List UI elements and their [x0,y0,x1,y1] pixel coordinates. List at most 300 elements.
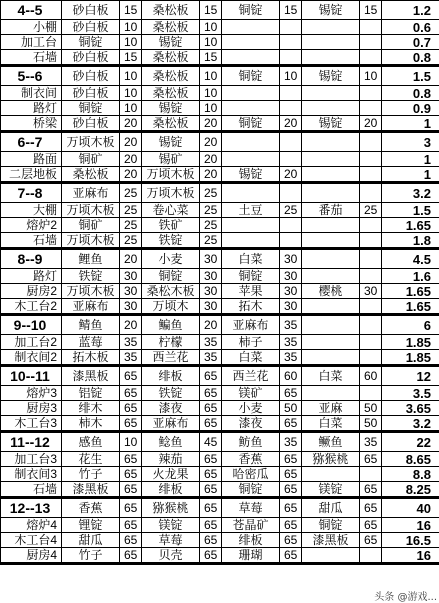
cell-qty1: 65 [120,452,142,467]
cell-mat1: 感鱼 [62,432,120,452]
cell-level: 木工台4 [1,533,62,548]
table-row [1,35,439,50]
cell-level: 7--8 [1,183,62,203]
cell-mat3: 亚麻布 [222,315,280,335]
cell-qty4: 65 [360,533,382,548]
cell-mat3: 小麦 [222,401,280,416]
cell-qty2: 35 [200,350,222,366]
cell-qty1: 65 [120,498,142,518]
level-header-row [1,432,439,452]
table-row [1,386,439,401]
cell-qty3 [280,183,302,203]
level-header-row [1,315,439,335]
cell-qty2: 25 [200,183,222,203]
cell-qty3 [280,50,302,66]
cell-mat2: 铁锭 [142,233,200,249]
cell-level: 加工台 [1,35,62,50]
cell-mat1: 亚麻布 [62,183,120,203]
cell-qty3: 15 [280,1,302,20]
cell-result: 1.2 [382,1,439,20]
cell-mat4 [302,132,360,152]
cell-mat3: 柿子 [222,335,280,350]
cell-result: 3.2 [382,416,439,432]
cell-mat3: 铜锭 [222,66,280,86]
table-row [1,335,439,350]
cell-qty2: 10 [200,35,222,50]
cell-mat3 [222,20,280,35]
cell-level: 石墙 [1,50,62,66]
cell-result: 22 [382,432,439,452]
cell-mat1: 砂白板 [62,66,120,86]
cell-mat2: 锡锭 [142,101,200,116]
cell-qty3 [280,233,302,249]
cell-mat3: 白菜 [222,350,280,366]
cell-qty3: 25 [280,203,302,218]
cell-result: 1.6 [382,269,439,284]
cell-mat3: 草莓 [222,498,280,518]
cell-mat3: 苹果 [222,284,280,299]
cell-result: 1.85 [382,335,439,350]
cell-mat2: 亚麻布 [142,416,200,432]
cell-mat1: 铝锭 [62,386,120,401]
cell-mat4 [302,386,360,401]
cell-mat4: 亚麻 [302,401,360,416]
table-row [1,218,439,233]
cell-mat2: 桑松板 [142,66,200,86]
cell-mat2: 桑松板 [142,86,200,101]
cell-mat4 [302,335,360,350]
cell-mat3 [222,50,280,66]
cell-qty3 [280,132,302,152]
cell-result: 16 [382,548,439,564]
cell-mat1: 铜锭 [62,35,120,50]
table-row [1,518,439,533]
cell-qty4: 65 [360,482,382,498]
cell-result: 0.8 [382,50,439,66]
cell-mat1: 铁锭 [62,269,120,284]
cell-mat4 [302,467,360,482]
cell-qty3: 65 [280,548,302,564]
cell-qty4 [360,548,382,564]
cell-result: 1 [382,116,439,132]
cell-mat4: 锡锭 [302,1,360,20]
cell-qty2: 65 [200,416,222,432]
cell-qty2: 25 [200,233,222,249]
cell-qty2: 10 [200,101,222,116]
cell-qty1: 15 [120,50,142,66]
cell-mat1: 砂白板 [62,50,120,66]
cell-qty4: 65 [360,518,382,533]
cell-mat3: 绯板 [222,533,280,548]
cell-mat2: 铜锭 [142,269,200,284]
cell-mat1: 砂白板 [62,86,120,101]
table-row [1,203,439,218]
cell-mat2: 锡锭 [142,132,200,152]
cell-level: 石墙 [1,233,62,249]
cell-level: 二层地板 [1,167,62,183]
cell-mat2: 镁锭 [142,518,200,533]
cell-qty2: 65 [200,386,222,401]
cell-mat4: 镁锭 [302,482,360,498]
cell-mat1: 竹子 [62,548,120,564]
table-row [1,269,439,284]
cell-mat4: 铜锭 [302,518,360,533]
cell-qty3: 10 [280,66,302,86]
cell-mat1: 万顷木板 [62,233,120,249]
cell-mat3: 香蕉 [222,452,280,467]
cell-qty3 [280,20,302,35]
cell-result: 8.25 [382,482,439,498]
cell-mat3: 镁矿 [222,386,280,401]
table-row [1,533,439,548]
cell-qty2: 65 [200,452,222,467]
level-header-row [1,66,439,86]
cell-qty1: 20 [120,249,142,269]
cell-mat4: 猕猴桃 [302,452,360,467]
cell-mat1: 铜锭 [62,101,120,116]
cell-mat4: 锡锭 [302,66,360,86]
cell-qty2: 25 [200,203,222,218]
cell-level: 小棚 [1,20,62,35]
cell-mat1: 砂白板 [62,116,120,132]
cell-qty2: 65 [200,518,222,533]
cell-qty4: 35 [360,432,382,452]
cell-mat4 [302,350,360,366]
cell-qty2: 15 [200,50,222,66]
cell-qty1: 65 [120,533,142,548]
cell-mat2: 小麦 [142,249,200,269]
cell-level: 桥梁 [1,116,62,132]
cell-result: 1.5 [382,203,439,218]
cell-level: 厨房3 [1,401,62,416]
cell-mat3: 漆夜 [222,416,280,432]
cell-level: 9--10 [1,315,62,335]
watermark: 头条 @游戏... [374,588,437,603]
cell-qty3: 65 [280,386,302,401]
cell-result: 3.65 [382,401,439,416]
cell-mat1: 铜矿 [62,152,120,167]
cell-mat2: 鳊鱼 [142,315,200,335]
cell-mat3: 鲂鱼 [222,432,280,452]
cell-mat3: 拓木 [222,299,280,315]
cell-mat3: 铜锭 [222,269,280,284]
cell-mat1: 漆黑板 [62,482,120,498]
cell-mat4 [302,249,360,269]
cell-mat4 [302,35,360,50]
cell-qty3: 35 [280,432,302,452]
cell-qty4 [360,132,382,152]
level-header-row [1,183,439,203]
cell-mat4 [302,20,360,35]
cell-qty1: 35 [120,350,142,366]
cell-mat3 [222,183,280,203]
cell-result: 1.65 [382,218,439,233]
cell-qty4: 50 [360,416,382,432]
table-row [1,116,439,132]
cell-mat3: 哈密瓜 [222,467,280,482]
cell-result: 1.8 [382,233,439,249]
cell-qty3 [280,101,302,116]
cell-result: 1 [382,152,439,167]
cell-qty2: 25 [200,218,222,233]
cell-qty4 [360,218,382,233]
cell-level: 制衣间 [1,86,62,101]
cell-qty3: 60 [280,366,302,386]
table-row [1,416,439,432]
cell-qty3: 35 [280,350,302,366]
cell-qty4 [360,183,382,203]
cell-mat1: 万顷木板 [62,284,120,299]
cell-level: 木工台2 [1,299,62,315]
cell-level: 加工台3 [1,452,62,467]
cell-result: 3.2 [382,183,439,203]
cell-mat2: 柠檬 [142,335,200,350]
cell-level: 制衣间3 [1,467,62,482]
cell-mat3: 铜锭 [222,1,280,20]
cell-mat1: 万顷木板 [62,203,120,218]
cell-qty3: 30 [280,299,302,315]
cell-qty3: 20 [280,167,302,183]
cell-mat4: 白菜 [302,366,360,386]
cell-mat1: 亚麻布 [62,299,120,315]
cell-qty4: 65 [360,498,382,518]
cell-qty2: 45 [200,432,222,452]
cell-mat1: 绯木 [62,401,120,416]
cell-result: 4.5 [382,249,439,269]
cell-qty3: 20 [280,116,302,132]
cell-mat4 [302,315,360,335]
cell-qty3: 65 [280,467,302,482]
cell-mat4: 漆黑板 [302,533,360,548]
cell-mat1: 锂锭 [62,518,120,533]
cell-qty4: 50 [360,401,382,416]
cell-qty3 [280,86,302,101]
cell-qty2: 65 [200,467,222,482]
cell-mat3: 白菜 [222,249,280,269]
cell-result: 12 [382,366,439,386]
cell-level: 厨房2 [1,284,62,299]
cell-mat3: 锡锭 [222,167,280,183]
cell-qty4: 25 [360,203,382,218]
cell-mat2: 桑松板 [142,50,200,66]
cell-qty1: 25 [120,203,142,218]
cell-qty2: 20 [200,152,222,167]
cell-mat3: 西兰花 [222,366,280,386]
cell-mat4 [302,101,360,116]
cell-qty4 [360,315,382,335]
cell-result: 16.5 [382,533,439,548]
cell-qty4 [360,269,382,284]
cell-mat1: 万顷木板 [62,132,120,152]
cell-mat2: 锡锭 [142,35,200,50]
cell-mat1: 鲭鱼 [62,315,120,335]
cell-qty3: 50 [280,401,302,416]
cell-qty1: 10 [120,35,142,50]
cell-level: 制衣间2 [1,350,62,366]
cell-mat4 [302,548,360,564]
cell-result: 8.65 [382,452,439,467]
cell-mat4 [302,167,360,183]
cell-mat1: 蓝莓 [62,335,120,350]
cell-qty1: 10 [120,101,142,116]
cell-mat1: 砂白板 [62,1,120,20]
cell-qty1: 20 [120,132,142,152]
cell-level: 12--13 [1,498,62,518]
cell-mat1: 铜矿 [62,218,120,233]
cell-mat1: 柿木 [62,416,120,432]
cell-qty2: 30 [200,249,222,269]
cell-qty2: 65 [200,548,222,564]
cell-mat2: 桑松板 [142,116,200,132]
cell-qty2: 65 [200,498,222,518]
table-row [1,452,439,467]
cell-qty1: 10 [120,20,142,35]
table-row [1,152,439,167]
cell-qty2: 65 [200,482,222,498]
cell-qty1: 30 [120,284,142,299]
cell-mat3 [222,132,280,152]
cell-qty4 [360,299,382,315]
cell-mat4: 甜瓜 [302,498,360,518]
cell-qty2: 20 [200,132,222,152]
cell-qty4 [360,249,382,269]
cell-level: 熔炉4 [1,518,62,533]
cell-qty1: 10 [120,86,142,101]
cell-mat4: 锡锭 [302,116,360,132]
table-row [1,86,439,101]
table-row [1,401,439,416]
cell-mat2: 绯板 [142,366,200,386]
cell-mat2: 桑松木板 [142,284,200,299]
cell-qty4 [360,386,382,401]
cell-level: 11--12 [1,432,62,452]
cell-mat2: 桑松板 [142,1,200,20]
cell-qty3 [280,152,302,167]
cell-mat2: 卷心菜 [142,203,200,218]
cell-level: 熔炉3 [1,386,62,401]
level-header-row [1,132,439,152]
cell-mat1: 砂白板 [62,20,120,35]
cell-result: 0.8 [382,86,439,101]
cell-result: 8.8 [382,467,439,482]
cell-qty2: 20 [200,167,222,183]
cell-mat3: 珊瑚 [222,548,280,564]
cell-mat1: 香蕉 [62,498,120,518]
table-row [1,482,439,498]
cell-qty3: 65 [280,498,302,518]
cell-qty4: 10 [360,66,382,86]
cell-qty1: 65 [120,416,142,432]
cell-mat1: 桑松板 [62,167,120,183]
cell-qty4 [360,350,382,366]
cell-result: 1.5 [382,66,439,86]
cell-qty1: 30 [120,299,142,315]
cell-mat3 [222,86,280,101]
cell-mat3 [222,152,280,167]
cell-mat2: 西兰花 [142,350,200,366]
cell-qty1: 20 [120,167,142,183]
cell-qty2: 10 [200,66,222,86]
cell-level: 熔炉2 [1,218,62,233]
cell-qty1: 35 [120,335,142,350]
cell-mat3: 土豆 [222,203,280,218]
cell-mat1: 花生 [62,452,120,467]
cell-qty2: 65 [200,366,222,386]
cell-qty3: 30 [280,269,302,284]
cell-level: 路面 [1,152,62,167]
cell-qty1: 65 [120,518,142,533]
cell-level: 8--9 [1,249,62,269]
cell-mat2: 绯板 [142,482,200,498]
cell-qty4 [360,152,382,167]
cell-qty3: 35 [280,315,302,335]
cell-qty1: 25 [120,218,142,233]
table-row [1,167,439,183]
table-row [1,101,439,116]
cell-mat1: 鲤鱼 [62,249,120,269]
cell-qty2: 20 [200,116,222,132]
level-header-row [1,366,439,386]
cell-result: 0.6 [382,20,439,35]
cell-mat4: 樱桃 [302,284,360,299]
cell-mat2: 桑松板 [142,20,200,35]
cell-mat2: 万顷木板 [142,183,200,203]
cell-mat2: 铁矿 [142,218,200,233]
cell-qty1: 25 [120,183,142,203]
cell-level: 6--7 [1,132,62,152]
cell-level: 10--11 [1,366,62,386]
table-row [1,284,439,299]
table-body [1,1,439,564]
table-row [1,20,439,35]
cell-mat4: 番茄 [302,203,360,218]
cell-qty3 [280,218,302,233]
cell-mat4 [302,183,360,203]
cell-result: 1.65 [382,299,439,315]
cell-qty1: 20 [120,116,142,132]
cell-qty4 [360,335,382,350]
cell-result: 3 [382,132,439,152]
cell-qty2: 30 [200,299,222,315]
cell-mat2: 火龙果 [142,467,200,482]
cell-qty1: 30 [120,269,142,284]
cell-mat1: 漆黑板 [62,366,120,386]
table-row [1,233,439,249]
cell-mat2: 万顷木板 [142,167,200,183]
cell-level: 大棚 [1,203,62,218]
cell-qty3: 35 [280,335,302,350]
cell-qty2: 15 [200,1,222,20]
cell-qty4 [360,86,382,101]
cell-qty4: 30 [360,284,382,299]
level-header-row [1,249,439,269]
cell-mat3: 铜锭 [222,116,280,132]
cell-level: 路灯 [1,101,62,116]
cell-qty4 [360,167,382,183]
cell-result: 40 [382,498,439,518]
cell-qty2: 65 [200,401,222,416]
cell-result: 1.65 [382,284,439,299]
cell-qty2: 30 [200,284,222,299]
level-header-row [1,1,439,20]
table-row [1,548,439,564]
cell-qty4: 65 [360,452,382,467]
cell-qty3: 30 [280,284,302,299]
table-row [1,467,439,482]
cell-level: 厨房4 [1,548,62,564]
cell-qty2: 35 [200,335,222,350]
cell-result: 6 [382,315,439,335]
